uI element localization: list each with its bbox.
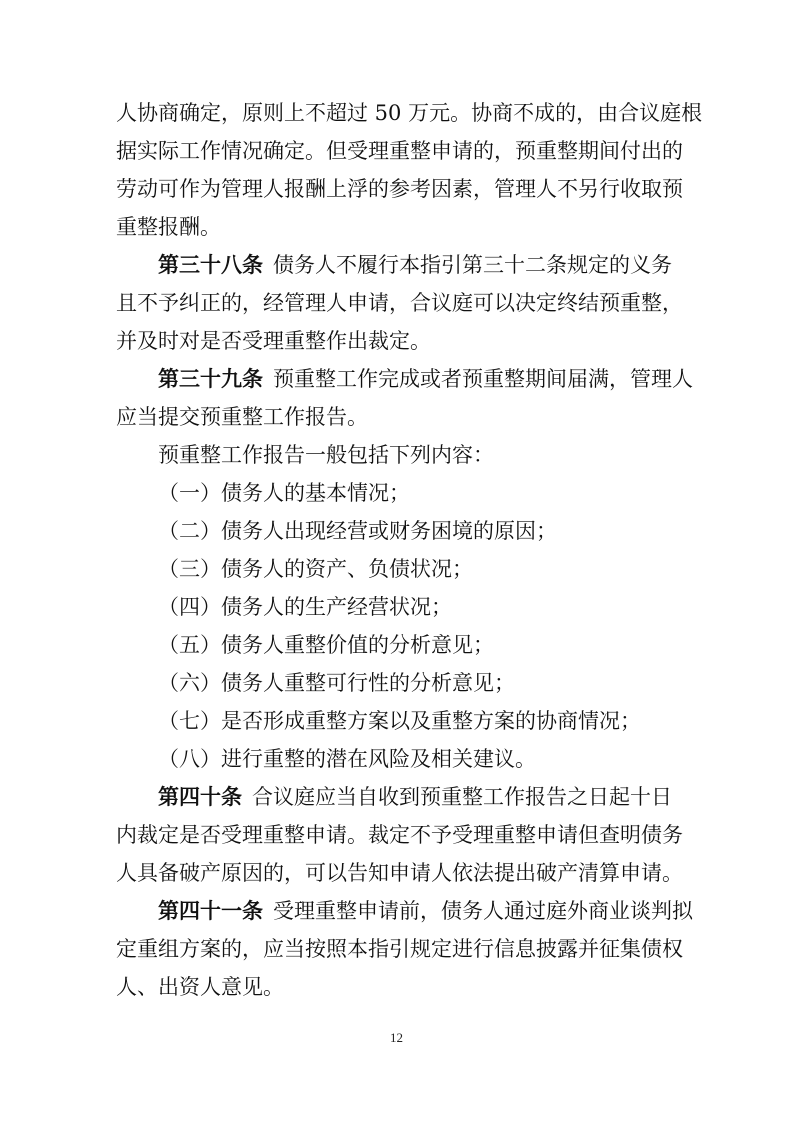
- line-text: （四）债务人的生产经营状况；: [158, 595, 452, 619]
- body-line: [0, 630, 793, 660]
- article-heading-line: [0, 250, 793, 280]
- line-text: 且不予纠正的，经管理人申请，合议庭可以决定终结预重整，: [116, 291, 683, 315]
- body-line: [0, 288, 793, 318]
- line-text: 内裁定是否受理重整申请。裁定不予受理重整申请但查明债务: [116, 823, 683, 847]
- line-text: （一）债务人的基本情况；: [158, 481, 410, 505]
- article-number: 第三十八条: [158, 252, 263, 277]
- body-line: [0, 212, 793, 242]
- line-text: 据实际工作情况确定。但受理重整申请的，预重整期间付出的: [116, 139, 683, 163]
- body-line: [0, 174, 793, 204]
- line-text: （八）进行重整的潜在风险及相关建议。: [158, 747, 536, 771]
- line-text: 应当提交预重整工作报告。: [116, 405, 368, 429]
- page-number: 12: [390, 1030, 403, 1045]
- body-line: [0, 592, 793, 622]
- line-text: 劳动可作为管理人报酬上浮的参考因素，管理人不另行收取预: [116, 177, 683, 201]
- line-text: （三）债务人的资产、负债状况；: [158, 557, 473, 581]
- line-text: （六）债务人重整可行性的分析意见；: [158, 671, 515, 695]
- article-heading-line: [0, 364, 793, 394]
- line-text: 并及时对是否受理重整作出裁定。: [116, 329, 431, 353]
- body-line: [0, 820, 793, 850]
- body-line: [0, 516, 793, 546]
- body-line: [0, 98, 793, 128]
- line-text: 预重整工作完成或者预重整期间届满，管理人: [273, 367, 693, 391]
- line-text: （五）债务人重整价值的分析意见；: [158, 633, 494, 657]
- body-line: [0, 858, 793, 888]
- article-number: 第四十一条: [158, 898, 263, 923]
- line-text: 预重整工作报告一般包括下列内容：: [158, 443, 494, 467]
- line-text: （七）是否形成重整方案以及重整方案的协商情况；: [158, 709, 641, 733]
- body-line: [0, 554, 793, 584]
- body-line: [0, 668, 793, 698]
- body-line: [0, 972, 793, 1002]
- body-line: [0, 744, 793, 774]
- line-text: 定重组方案的，应当按照本指引规定进行信息披露并征集债权: [116, 937, 683, 961]
- body-line: [0, 706, 793, 736]
- body-line: [0, 402, 793, 432]
- line-text: 人协商确定，原则上不超过 50 万元。协商不成的，由合议庭根: [116, 101, 703, 125]
- body-line: [0, 326, 793, 356]
- article-number: 第四十条: [158, 784, 242, 809]
- line-text: 人、出资人意见。: [116, 975, 284, 999]
- body-line: [0, 478, 793, 508]
- body-line: [0, 440, 793, 470]
- line-text: 受理重整申请前，债务人通过庭外商业谈判拟: [273, 899, 693, 923]
- line-text: 合议庭应当自收到预重整工作报告之日起十日: [252, 785, 672, 809]
- line-text: （二）债务人出现经营或财务困境的原因；: [158, 519, 557, 543]
- article-heading-line: [0, 782, 793, 812]
- article-number: 第三十九条: [158, 366, 263, 391]
- line-text: 重整报酬。: [116, 215, 221, 239]
- body-line: [0, 934, 793, 964]
- line-text: 债务人不履行本指引第三十二条规定的义务: [273, 253, 672, 277]
- body-line: [0, 136, 793, 166]
- line-text: 人具备破产原因的，可以告知申请人依法提出破产清算申请。: [116, 861, 683, 885]
- article-heading-line: [0, 896, 793, 926]
